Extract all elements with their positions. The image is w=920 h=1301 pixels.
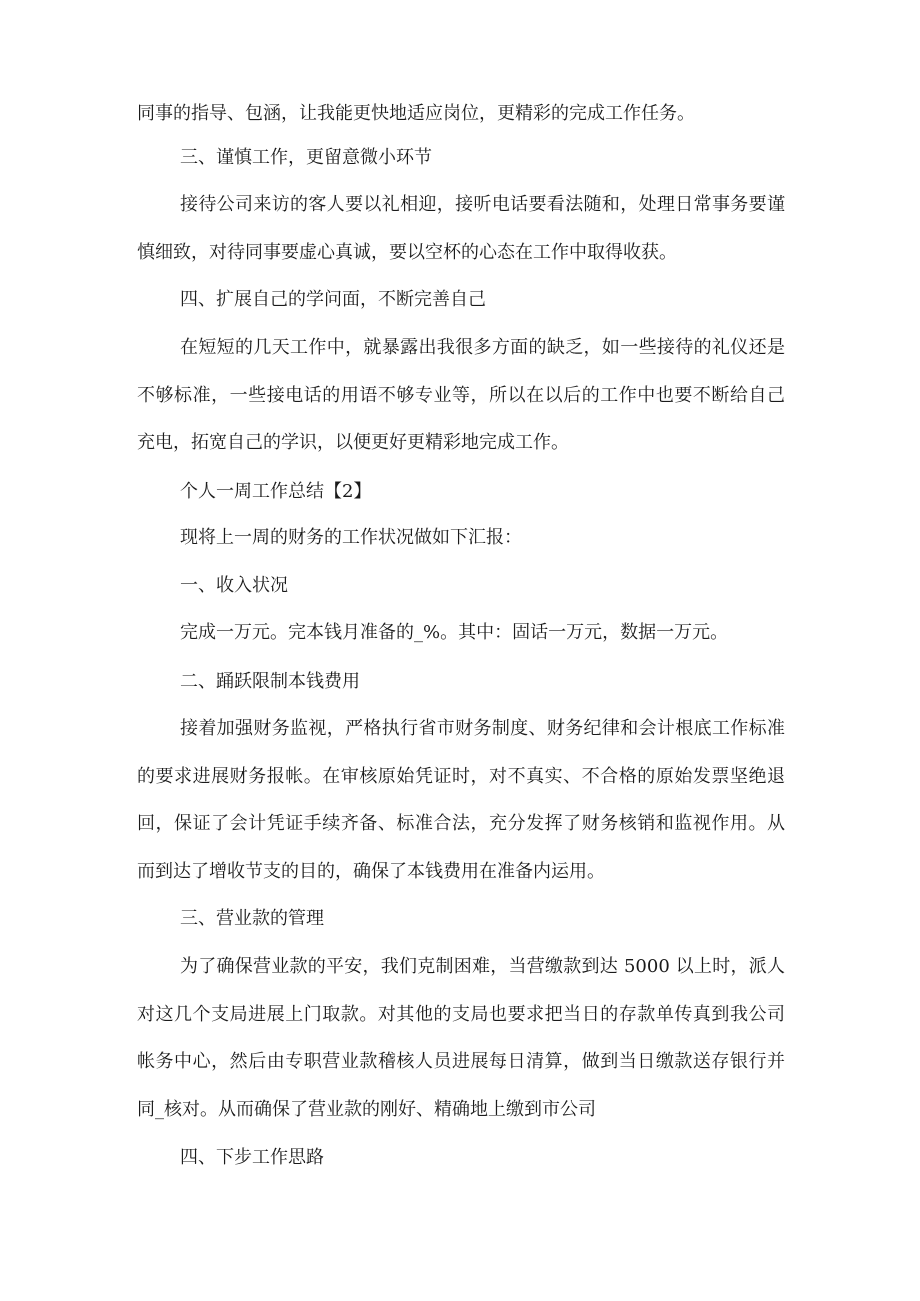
paragraph-line: 接待公司来访的客人要以礼相迎，接听电话要看法随和，处理日常事务要谨 xyxy=(180,194,785,215)
section-heading: 一、收入状况 xyxy=(180,575,288,596)
paragraph-line: 慎细致，对待同事要虚心真诚，要以空杯的心态在工作中取得收获。 xyxy=(137,242,677,263)
paragraph-line: 现将上一周的财务的工作状况做如下汇报： xyxy=(180,527,522,548)
paragraph-line: 在短短的几天工作中，就暴露出我很多方面的缺乏，如一些接待的礼仪还是 xyxy=(180,337,785,358)
paragraph-line: 同事的指导、包涵，让我能更快地适应岗位，更精彩的完成工作任务。 xyxy=(137,103,695,124)
paragraph-line: 而到达了增收节支的目的，确保了本钱费用在准备内运用。 xyxy=(137,861,605,882)
paragraph-line: 完成一万元。完本钱月准备的_%。其中：固话一万元，数据一万元。 xyxy=(180,622,729,643)
section-heading: 三、营业款的管理 xyxy=(180,908,324,929)
paragraph-line: 回，保证了会计凭证手续齐备、标准合法，充分发挥了财务核销和监视作用。从 xyxy=(137,813,785,834)
paragraph-line: 的要求进展财务报帐。在审核原始凭证时，对不真实、不合格的原始发票坚绝退 xyxy=(137,766,785,787)
section-title: 个人一周工作总结【2】 xyxy=(180,481,372,502)
paragraph-line: 为了确保营业款的平安，我们克制困难，当营缴款到达 5000 以上时，派人 xyxy=(180,956,785,977)
section-heading: 三、谨慎工作，更留意微小环节 xyxy=(180,147,432,168)
paragraph-line: 对这几个支局进展上门取款。对其他的支局也要求把当日的存款单传真到我公司 xyxy=(137,1004,785,1025)
paragraph-line: 接着加强财务监视，严格执行省市财务制度、财务纪律和会计根底工作标准 xyxy=(180,718,785,739)
section-heading: 四、扩展自己的学问面，不断完善自己 xyxy=(180,289,486,310)
paragraph-line: 充电，拓宽自己的学识，以便更好更精彩地完成工作。 xyxy=(137,432,569,453)
paragraph-line: 不够标准，一些接电话的用语不够专业等，所以在以后的工作中也要不断给自己 xyxy=(137,385,785,406)
section-heading: 二、踊跃限制本钱费用 xyxy=(180,671,360,692)
section-heading: 四、下步工作思路 xyxy=(180,1147,324,1168)
paragraph-line: 同_核对。从而确保了营业款的刚好、精确地上缴到市公司 xyxy=(137,1099,596,1120)
paragraph-line: 帐务中心，然后由专职营业款稽核人员进展每日清算，做到当日缴款送存银行并 xyxy=(137,1051,785,1072)
